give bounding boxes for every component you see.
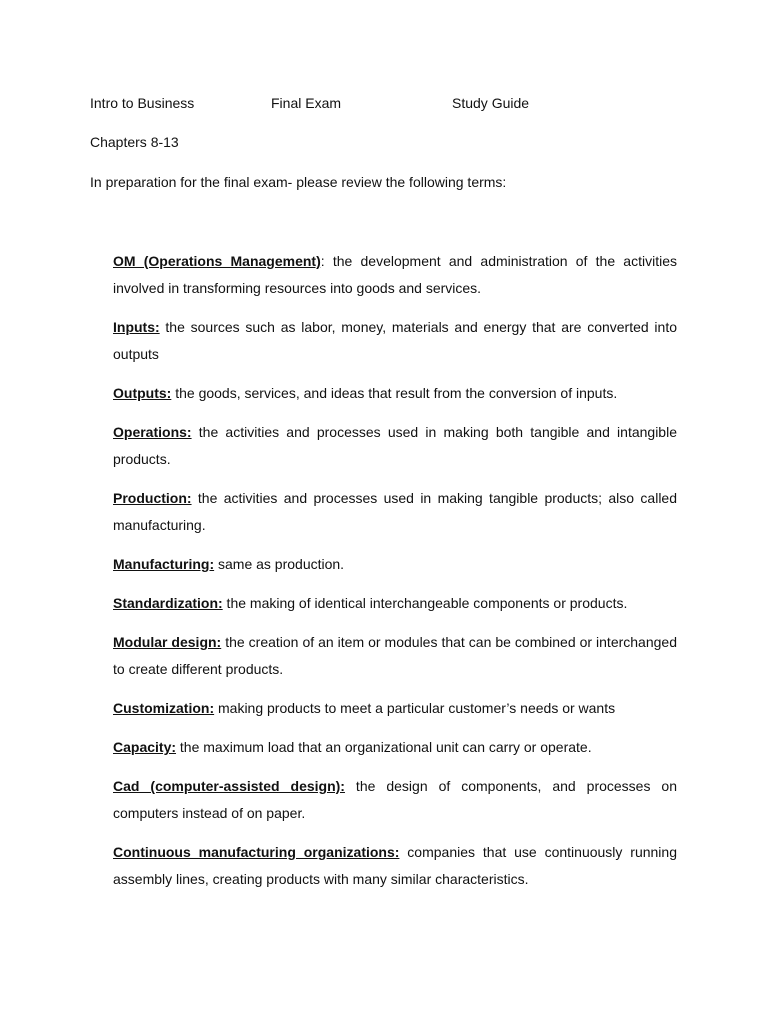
term-name: Inputs: — [113, 319, 160, 335]
terms-list — [113, 248, 677, 905]
term-definition: same as production. — [214, 556, 345, 572]
term-definition: companies that use continuously running assembly lines, creating products with many similar characteristics. — [113, 844, 677, 887]
term-definition: the creation of an item or modules that can be combined or interchanged to create different products. — [113, 634, 677, 677]
document-header — [90, 93, 690, 113]
guide-title: Study Guide — [452, 95, 530, 111]
term-definition: the design of components, and processes on computers instead of on paper. — [113, 778, 677, 821]
term-name: Operations: — [113, 424, 192, 440]
term-item — [113, 695, 677, 722]
chapters-line: Chapters 8-13 — [90, 134, 179, 150]
term-item — [113, 734, 677, 761]
term-item — [113, 590, 677, 617]
term-definition: the activities and processes used in making both tangible and intangible products. — [113, 424, 677, 467]
term-item — [113, 419, 677, 473]
term-name: Standardization: — [113, 595, 223, 611]
intro-line: In preparation for the final exam- please review the following terms: — [90, 174, 507, 190]
term-definition: the goods, services, and ideas that result from the conversion of inputs. — [171, 385, 618, 401]
term-name: Capacity: — [113, 739, 177, 755]
term-item — [113, 380, 677, 407]
term-name: Outputs: — [113, 385, 172, 401]
term-name: Production: — [113, 490, 192, 506]
exam-title: Final Exam — [271, 95, 342, 111]
term-item — [113, 485, 677, 539]
course-title: Intro to Business — [90, 95, 195, 111]
term-item — [113, 551, 677, 578]
term-name: Manufacturing: — [113, 556, 215, 572]
term-item — [113, 314, 677, 368]
term-name: Customization: — [113, 700, 215, 716]
term-name: OM (Operations Management) — [113, 253, 321, 269]
term-definition: the activities and processes used in making tangible products; also called manufacturing. — [113, 490, 677, 533]
term-item — [113, 773, 677, 827]
term-definition: making products to meet a particular customer’s needs or wants — [214, 700, 616, 716]
term-item — [113, 839, 677, 893]
term-definition: the sources such as labor, money, materials and energy that are converted into outputs — [113, 319, 677, 362]
term-definition: the maximum load that an organizational unit can carry or operate. — [176, 739, 592, 755]
term-item — [113, 629, 677, 683]
term-name: Continuous manufacturing organizations: — [113, 844, 400, 860]
term-name: Cad (computer-assisted design): — [113, 778, 345, 794]
term-definition: the development and administration of the activities involved in transforming resources into goods and services. — [113, 253, 677, 296]
term-definition: the making of identical interchangeable components or products. — [222, 595, 628, 611]
term-name: Modular design: — [113, 634, 222, 650]
term-item — [113, 248, 677, 302]
term-separator: : — [320, 253, 325, 269]
